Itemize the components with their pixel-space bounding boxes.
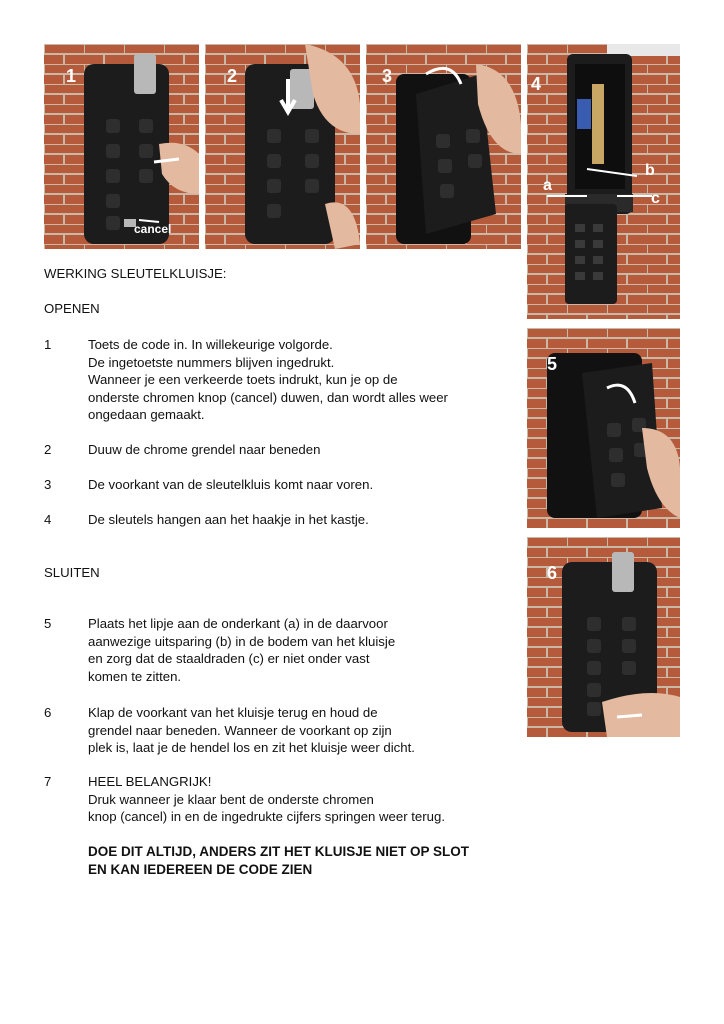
section-open-heading: OPENEN [44, 301, 100, 316]
photo-step-2 [205, 44, 360, 249]
step-text: De sleutels hangen aan het haakje in het kastje. [88, 512, 369, 527]
photo-number: 5 [547, 354, 558, 374]
step-number: 5 [44, 616, 52, 631]
step-number: 2 [44, 442, 52, 457]
page-title: WERKING SLEUTELKLUISJE: [44, 266, 227, 281]
step-text: HEEL BELANGRIJK! Druk wanneer je klaar bent de onderste chromen knop (cancel) in en de ingedrukte cijfers springen weer terug. [88, 774, 445, 824]
step-number: 6 [44, 705, 52, 720]
cancel-label: cancel [134, 222, 172, 236]
label-b: b [645, 162, 655, 179]
step-text: Plaats het lipje aan de onderkant (a) in de daarvoor aanwezige uitsparing (b) in de bodem van het kluisje en zorg dat de staaldraden (c) er niet onder vast komen te zitten. [88, 616, 396, 684]
photo-number: 2 [227, 66, 238, 86]
step-text: De voorkant van de sleutelkluis komt naar voren. [88, 477, 374, 492]
step-number: 1 [44, 337, 52, 352]
photo-step-6 [527, 537, 680, 737]
photo-step-4 [527, 44, 680, 319]
photo-number: 1 [66, 66, 77, 86]
step-number: 3 [44, 477, 52, 492]
photo-number: 6 [547, 563, 558, 583]
step-text: Klap de voorkant van het kluisje terug en houd de grendel naar beneden. Wanneer de voorkant op zijn plek is, laat je de hendel los en zit het kluisje weer dicht. [88, 705, 415, 755]
photo-number: 3 [382, 66, 393, 86]
photo-step-1 [44, 44, 199, 249]
section-close-heading: SLUITEN [44, 565, 100, 580]
photo-number: 4 [531, 74, 542, 94]
label-a: a [543, 177, 552, 194]
step-number: 4 [44, 512, 52, 527]
step-text: Duuw de chrome grendel naar beneden [88, 442, 321, 457]
step-text: Toets de code in. In willekeurige volgorde. De ingetoetste nummers blijven ingedrukt. Wanneer je een verkeerde toets indrukt, kun je op de onderste chromen knop (cancel) duwen, dan wordt alles weer ongedaan gemaakt. [88, 337, 448, 422]
photo-step-5 [527, 328, 680, 528]
label-c: c [651, 190, 660, 207]
step-number: 7 [44, 774, 52, 789]
warning-text: DOE DIT ALTIJD, ANDERS ZIT HET KLUISJE NIET OP SLOT EN KAN IEDEREEN DE CODE ZIEN [88, 844, 470, 877]
photo-step-3 [366, 44, 521, 249]
